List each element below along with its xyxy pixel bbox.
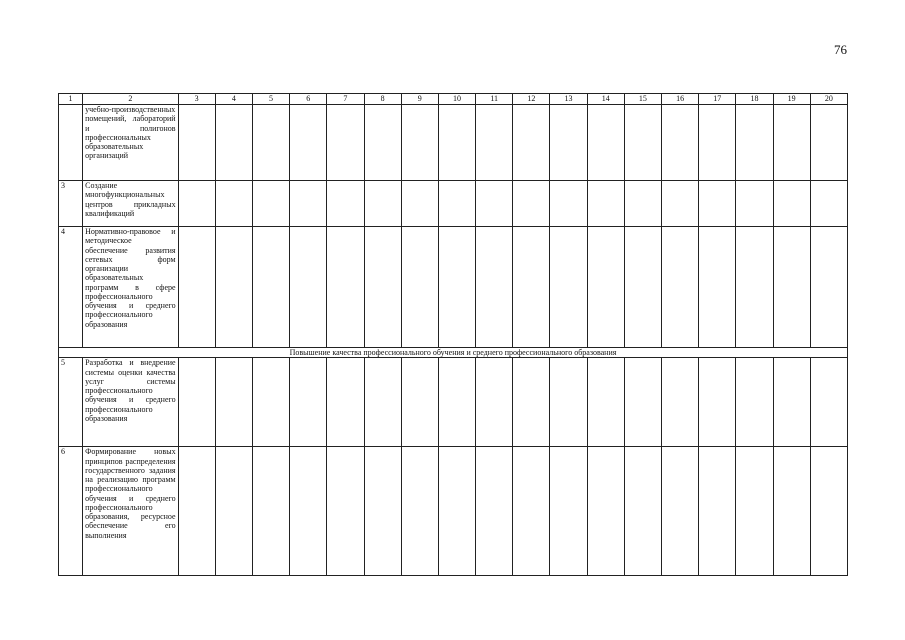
empty-cell <box>699 358 736 447</box>
table-row <box>59 447 848 576</box>
table-row <box>59 105 848 181</box>
empty-cell <box>513 181 550 227</box>
empty-cell <box>476 358 513 447</box>
empty-cell <box>587 105 624 181</box>
empty-cell <box>327 358 364 447</box>
empty-cell <box>587 227 624 348</box>
empty-cell <box>810 447 847 576</box>
row-description: Формирование новых принципов распределения государственного задания на реализацию программ профессионального обучения и среднего профессионального образования, ресурсное обеспечение его выполнения <box>83 447 178 576</box>
section-row <box>59 348 848 358</box>
empty-cell <box>401 358 438 447</box>
empty-cell <box>624 447 661 576</box>
empty-cell <box>699 227 736 348</box>
page-number: 76 <box>834 42 847 57</box>
empty-cell <box>662 447 699 576</box>
empty-cell <box>736 105 773 181</box>
empty-cell <box>624 181 661 227</box>
empty-cell <box>736 358 773 447</box>
empty-cell <box>401 227 438 348</box>
empty-cell <box>699 105 736 181</box>
empty-cell <box>178 358 215 447</box>
table-row <box>59 227 848 348</box>
empty-cell <box>662 181 699 227</box>
empty-cell <box>364 447 401 576</box>
empty-cell <box>662 227 699 348</box>
empty-cell <box>476 181 513 227</box>
empty-cell <box>587 358 624 447</box>
empty-cell <box>662 105 699 181</box>
empty-cell <box>178 447 215 576</box>
empty-cell <box>810 181 847 227</box>
row-description: учебно-производственных помещений, лабораторий и полигонов профессиональных образовательных организаций <box>83 105 178 181</box>
empty-cell <box>773 358 810 447</box>
header-row <box>59 94 848 105</box>
empty-cell <box>290 227 327 348</box>
empty-cell <box>624 358 661 447</box>
empty-cell <box>736 227 773 348</box>
empty-cell <box>327 105 364 181</box>
empty-cell <box>773 227 810 348</box>
empty-cell <box>290 105 327 181</box>
empty-cell <box>178 227 215 348</box>
empty-cell <box>364 358 401 447</box>
column-header: 11 <box>476 94 513 105</box>
empty-cell <box>513 227 550 348</box>
column-header: 1 <box>59 94 83 105</box>
empty-cell <box>736 447 773 576</box>
empty-cell <box>438 105 475 181</box>
column-header: 18 <box>736 94 773 105</box>
row-number: 3 <box>59 181 83 227</box>
empty-cell <box>773 105 810 181</box>
empty-cell <box>662 358 699 447</box>
table-row <box>59 358 848 447</box>
empty-cell <box>550 358 587 447</box>
row-number <box>59 105 83 181</box>
empty-cell <box>401 181 438 227</box>
empty-cell <box>438 181 475 227</box>
column-header: 17 <box>699 94 736 105</box>
empty-cell <box>252 227 289 348</box>
empty-cell <box>290 358 327 447</box>
row-description: Разработка и внедрение системы оценки качества услуг системы профессионального обучения и среднего профессионального образования <box>83 358 178 447</box>
column-header: 3 <box>178 94 215 105</box>
column-header: 19 <box>773 94 810 105</box>
row-number: 6 <box>59 447 83 576</box>
column-header: 14 <box>587 94 624 105</box>
column-header: 4 <box>215 94 252 105</box>
empty-cell <box>699 181 736 227</box>
empty-cell <box>215 358 252 447</box>
empty-cell <box>550 181 587 227</box>
empty-cell <box>327 447 364 576</box>
empty-cell <box>773 447 810 576</box>
section-heading: Повышение качества профессионального обучения и среднего профессионального образования <box>59 348 848 358</box>
empty-cell <box>364 105 401 181</box>
column-header: 9 <box>401 94 438 105</box>
empty-cell <box>364 181 401 227</box>
empty-cell <box>810 227 847 348</box>
column-header: 20 <box>810 94 847 105</box>
empty-cell <box>252 105 289 181</box>
empty-cell <box>810 358 847 447</box>
empty-cell <box>178 105 215 181</box>
row-description: Создание многофункциональных центров прикладных квалификаций <box>83 181 178 227</box>
empty-cell <box>550 447 587 576</box>
column-header: 2 <box>83 94 178 105</box>
row-description: Нормативно-правовое и методическое обеспечение развития сетевых форм организации образовательных программ в сфере профессионального обучения и среднего профессионального образования <box>83 227 178 348</box>
empty-cell <box>587 181 624 227</box>
empty-cell <box>215 227 252 348</box>
empty-cell <box>178 181 215 227</box>
empty-cell <box>364 227 401 348</box>
empty-cell <box>624 105 661 181</box>
plan-table <box>58 93 848 576</box>
empty-cell <box>290 181 327 227</box>
empty-cell <box>252 181 289 227</box>
empty-cell <box>773 181 810 227</box>
column-header: 7 <box>327 94 364 105</box>
empty-cell <box>550 227 587 348</box>
empty-cell <box>513 105 550 181</box>
empty-cell <box>550 105 587 181</box>
empty-cell <box>401 105 438 181</box>
empty-cell <box>699 447 736 576</box>
empty-cell <box>327 181 364 227</box>
column-header: 5 <box>252 94 289 105</box>
empty-cell <box>736 181 773 227</box>
empty-cell <box>476 105 513 181</box>
empty-cell <box>290 447 327 576</box>
empty-cell <box>327 227 364 348</box>
empty-cell <box>476 447 513 576</box>
empty-cell <box>252 358 289 447</box>
column-header: 16 <box>662 94 699 105</box>
empty-cell <box>624 227 661 348</box>
empty-cell <box>215 447 252 576</box>
column-header: 10 <box>438 94 475 105</box>
row-number: 4 <box>59 227 83 348</box>
row-number: 5 <box>59 358 83 447</box>
empty-cell <box>215 181 252 227</box>
column-header: 12 <box>513 94 550 105</box>
empty-cell <box>810 105 847 181</box>
column-header: 13 <box>550 94 587 105</box>
empty-cell <box>476 227 513 348</box>
column-header: 15 <box>624 94 661 105</box>
column-header: 6 <box>290 94 327 105</box>
table-row <box>59 181 848 227</box>
empty-cell <box>252 447 289 576</box>
empty-cell <box>401 447 438 576</box>
empty-cell <box>587 447 624 576</box>
empty-cell <box>215 105 252 181</box>
empty-cell <box>513 358 550 447</box>
empty-cell <box>513 447 550 576</box>
empty-cell <box>438 447 475 576</box>
empty-cell <box>438 358 475 447</box>
empty-cell <box>438 227 475 348</box>
column-header: 8 <box>364 94 401 105</box>
